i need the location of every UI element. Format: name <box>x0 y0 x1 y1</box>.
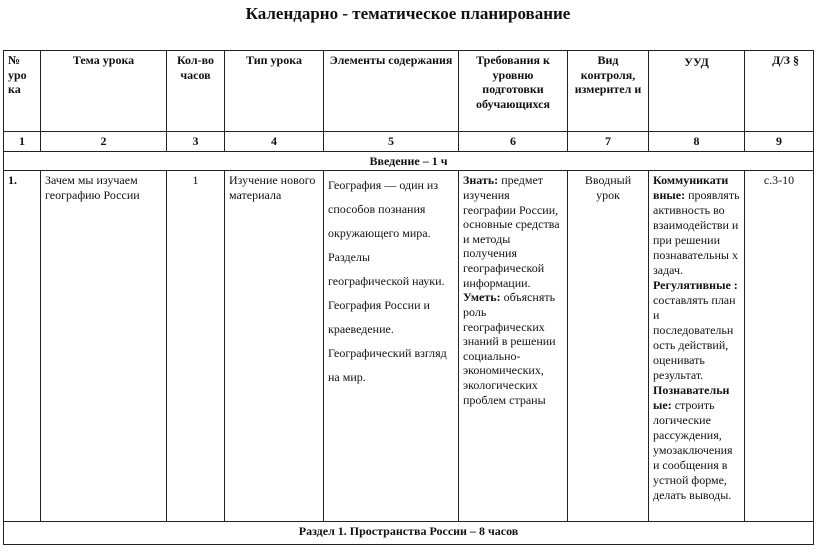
uud-regulatory-label: Регулятивные : <box>653 278 738 293</box>
header-control-type: Вид контроля, измерител и <box>568 51 649 132</box>
header-topic: Тема урока <box>41 51 167 132</box>
page-title: Календарно - тематическое планирование <box>245 4 571 23</box>
header-lesson-type: Тип урока <box>225 51 324 132</box>
section-intro-row <box>4 151 814 171</box>
section-1-heading: Раздел 1. Пространства России – 8 часов <box>4 522 814 545</box>
column-number: 8 <box>649 132 745 152</box>
lesson-uud <box>649 171 745 522</box>
can-label: Уметь: <box>463 290 501 305</box>
uud-regulatory-text: составлять план и последовательн ость действий, оценивать результат. <box>653 293 736 383</box>
column-number: 5 <box>324 132 459 152</box>
header-lesson-number: № уро ка <box>4 51 41 132</box>
lesson-homework: с.3-10 <box>745 171 814 522</box>
uud-cognitive-text: строить логические рассуждения, умозаключения и сообщения в устной форме, делать выводы. <box>653 398 733 503</box>
header-uud: УУД <box>649 51 745 132</box>
column-number-row <box>4 132 814 152</box>
column-number: 6 <box>459 132 568 152</box>
header-content-elements: Элементы содержания <box>324 51 459 132</box>
lesson-type: Изучение нового материала <box>225 171 324 522</box>
header-row <box>4 51 814 132</box>
column-number: 1 <box>4 132 41 152</box>
uud-communicative-text: проявлять активность во взаимодействи и при решении познавательны х задач. <box>653 188 740 278</box>
lesson-control-type: Вводный урок <box>568 171 649 522</box>
know-label: Знать: <box>463 173 499 188</box>
lesson-topic: Зачем мы изучаем географию России <box>41 171 167 522</box>
lesson-hours: 1 <box>167 171 225 522</box>
header-requirements: Требования к уровню подготовки обучающихся <box>459 51 568 132</box>
column-number: 2 <box>41 132 167 152</box>
lesson-requirements <box>459 171 568 522</box>
column-number: 4 <box>225 132 324 152</box>
header-hours: Кол-во часов <box>167 51 225 132</box>
uud-cognitive-label: Познавательн ые: <box>653 383 730 413</box>
header-homework: Д/З § <box>745 51 814 132</box>
column-number: 3 <box>167 132 225 152</box>
section-intro-heading: Введение – 1 ч <box>4 151 814 171</box>
column-number: 7 <box>568 132 649 152</box>
column-number: 9 <box>745 132 814 152</box>
section-1-row <box>4 522 814 545</box>
lesson-number: 1. <box>4 171 41 522</box>
know-text: предмет изучения географии России, основные средства и методы получения географической информации. <box>463 173 560 290</box>
planning-table <box>3 50 814 545</box>
lesson-content-elements: География — один из способов познания окружающего мира. Разделы географической науки. География России и краеведение. Географический взгляд на мир. <box>324 171 459 522</box>
can-text: объяснять роль географических знаний в решении социально-экономических, экологических проблем страны <box>463 290 556 407</box>
lesson-row <box>4 171 814 522</box>
uud-communicative-label: Коммуникати вные: <box>653 173 729 203</box>
